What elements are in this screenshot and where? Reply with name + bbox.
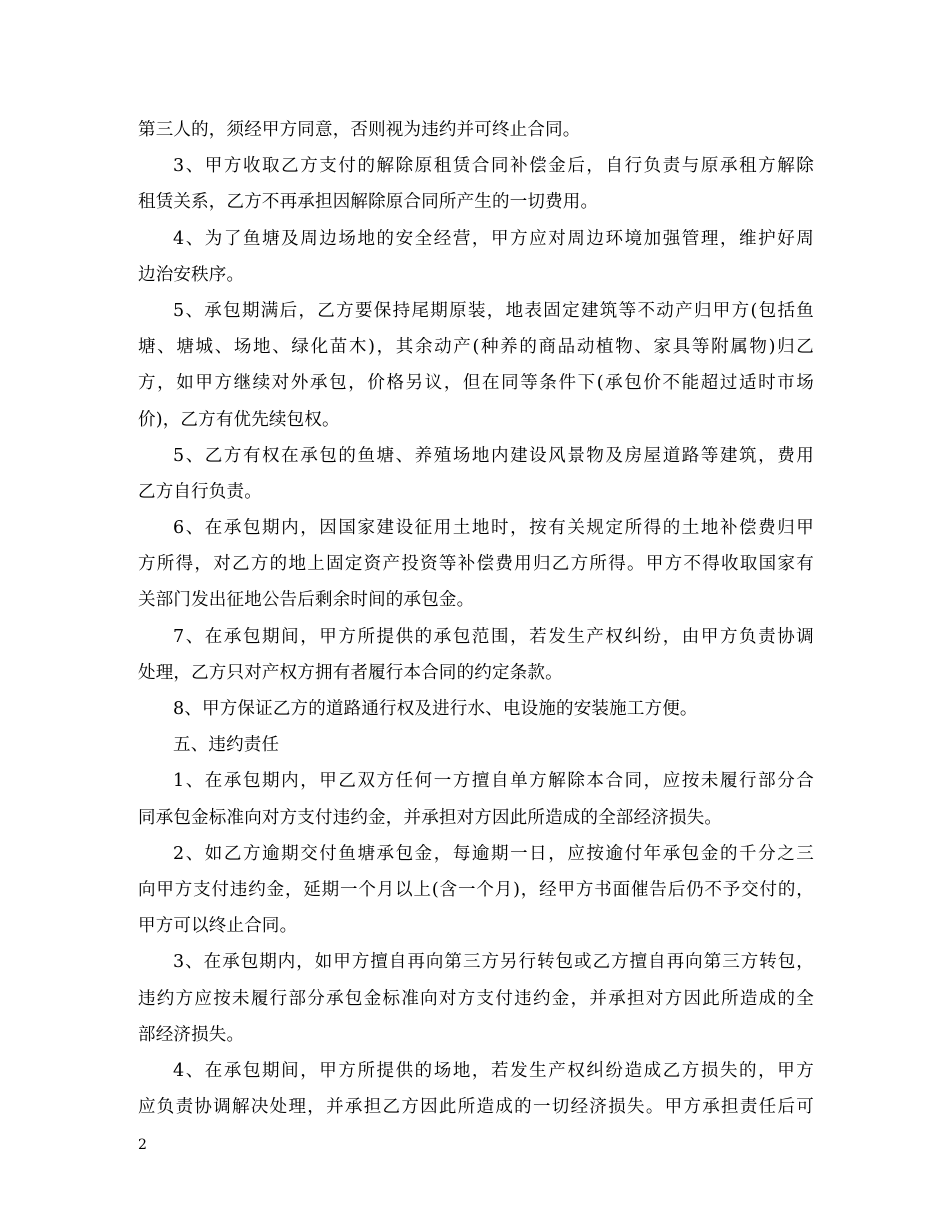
document-body: [138, 112, 814, 1125]
text-line: 6、在承包期内，因国家建设征用土地时，按有关规定所得的土地补偿费归甲: [173, 518, 814, 539]
text-line: 8、甲方保证乙方的道路通行权及进行水、电设施的安装施工方便。: [173, 699, 698, 719]
text-line: 租赁关系，乙方不再承担因解除原合同所产生的一切费用。: [138, 192, 599, 213]
page-number: 2: [138, 1137, 147, 1153]
text-line: 4、为了鱼塘及周边场地的安全经营，甲方应对周边环境加强管理，维护好周: [173, 228, 814, 249]
text-line: 5、乙方有权在承包的鱼塘、养殖场地内建设风景物及房屋道路等建筑，费用: [173, 445, 814, 466]
text-line: 5、承包期满后，乙方要保持尾期原装，地表固定建筑等不动产归甲方(包括鱼: [173, 300, 814, 321]
text-line: 塘、塘城、场地、绿化苗木)，其余动产(种养的商品动植物、家具等附属物)归乙: [138, 337, 814, 358]
text-line: 第三人的，须经甲方同意，否则视为违约并可终止合同。: [138, 120, 581, 140]
text-line: 违约方应按未履行部分承包金标准向对方支付违约金，并承担对方因此所造成的全: [138, 988, 814, 1009]
text-line: 2、如乙方逾期交付鱼塘承包金，每逾期一日，应按逾付年承包金的千分之三: [173, 843, 814, 864]
text-line: 部经济损失。: [138, 1024, 245, 1045]
text-line: 应负责协调解决处理，并承担乙方因此所造成的一切经济损失。甲方承担责任后可: [138, 1097, 814, 1118]
text-line: 4、在承包期间，甲方所提供的场地，若发生产权纠纷造成乙方损失的，甲方: [173, 1060, 814, 1081]
text-line: 方所得，对乙方的地上固定资产投资等补偿费用归乙方所得。甲方不得收取国家有: [138, 554, 814, 575]
text-line: 向甲方支付违约金，延期一个月以上(含一个月)，经甲方书面催告后仍不予交付的，: [138, 879, 814, 900]
text-line: 同承包金标准向对方支付违约金，并承担对方因此所造成的全部经济损失。: [138, 807, 723, 828]
text-line: 1、在承包期内，甲乙双方任何一方擅自单方解除本合同，应按未履行部分合: [173, 771, 814, 792]
text-line: 五、违约责任: [173, 735, 280, 756]
text-line: 价)，乙方有优先续包权。: [138, 409, 340, 430]
text-line: 方，如甲方继续对外承包，价格另议，但在同等条件下(承包价不能超过适时市场: [138, 373, 814, 394]
text-line: 乙方自行负责。: [138, 481, 262, 502]
text-line: 7、在承包期间，甲方所提供的承包范围，若发生产权纠纷，由甲方负责协调: [173, 626, 814, 647]
text-line: 处理，乙方只对产权方拥有者履行本合同的约定条款。: [138, 662, 563, 683]
text-line: 3、在承包期内，如甲方擅自再向第三方另行转包或乙方擅自再向第三方转包，: [173, 952, 814, 973]
text-line: 关部门发出征地公告后剩余时间的承包金。: [138, 590, 475, 611]
text-line: 3、甲方收取乙方支付的解除原租赁合同补偿金后，自行负责与原承租方解除: [173, 156, 814, 177]
text-line: 边治安秩序。: [138, 264, 245, 285]
text-line: 甲方可以终止合同。: [138, 916, 298, 937]
